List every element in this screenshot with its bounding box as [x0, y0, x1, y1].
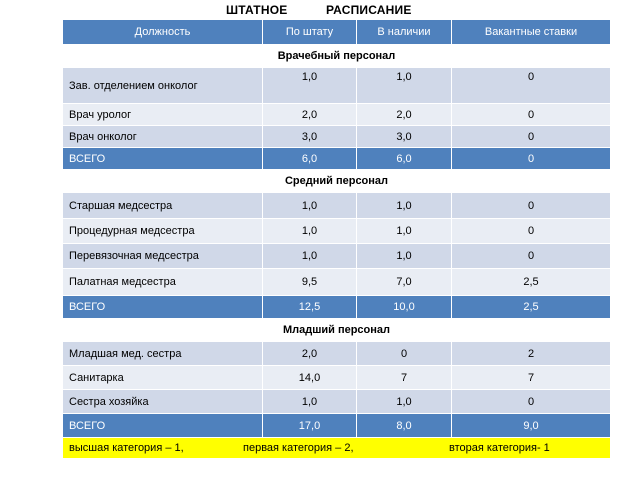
total-planned: 6,0 — [263, 148, 357, 170]
cell-available: 1,0 — [357, 390, 452, 414]
table-row — [63, 68, 611, 104]
total-planned: 17,0 — [263, 414, 357, 438]
total-label: ВСЕГО — [63, 148, 263, 170]
cell-planned: 1,0 — [263, 219, 357, 244]
table-row — [63, 193, 611, 219]
cell-vacant: 0 — [452, 193, 611, 219]
cell-position: Сестра хозяйка — [63, 390, 263, 414]
table-row — [63, 219, 611, 244]
total-available: 8,0 — [357, 414, 452, 438]
section-title: Средний персонал — [63, 170, 611, 193]
section-title: Младший персонал — [63, 319, 611, 342]
cell-planned: 3,0 — [263, 126, 357, 148]
cell-position: Врач онколог — [63, 126, 263, 148]
cell-available: 1,0 — [357, 244, 452, 269]
total-vacant: 9,0 — [452, 414, 611, 438]
section-row — [63, 45, 611, 68]
cell-vacant: 7 — [452, 366, 611, 390]
cell-planned: 1,0 — [263, 68, 357, 104]
cell-available: 0 — [357, 342, 452, 366]
title-part-2: РАСПИСАНИЕ — [326, 3, 412, 17]
cell-available: 7,0 — [357, 269, 452, 296]
section-row — [63, 170, 611, 193]
header-position: Должность — [63, 20, 263, 45]
cell-planned: 9,5 — [263, 269, 357, 296]
footer-second-category: вторая категория- 1 — [449, 442, 550, 454]
cell-planned: 1,0 — [263, 390, 357, 414]
total-vacant: 0 — [452, 148, 611, 170]
total-planned: 12,5 — [263, 296, 357, 319]
cell-planned: 2,0 — [263, 342, 357, 366]
cell-available: 2,0 — [357, 104, 452, 126]
staff-table — [62, 19, 611, 459]
footer-first-category: первая категория – 2, — [243, 442, 354, 454]
cell-position: Младшая мед. сестра — [63, 342, 263, 366]
total-row — [63, 296, 611, 319]
cell-position: Перевязочная медсестра — [63, 244, 263, 269]
cell-vacant: 0 — [452, 126, 611, 148]
table-row — [63, 104, 611, 126]
cell-vacant: 0 — [452, 219, 611, 244]
cell-vacant: 0 — [452, 244, 611, 269]
cell-vacant: 0 — [452, 68, 611, 104]
cell-position: Процедурная медсестра — [63, 219, 263, 244]
cell-planned: 1,0 — [263, 193, 357, 219]
cell-position: Врач уролог — [63, 104, 263, 126]
category-footer — [63, 438, 611, 459]
cell-available: 7 — [357, 366, 452, 390]
table-header-row — [63, 20, 611, 45]
header-planned: По штату — [263, 20, 357, 45]
cell-vacant: 0 — [452, 104, 611, 126]
total-vacant: 2,5 — [452, 296, 611, 319]
cell-planned: 2,0 — [263, 104, 357, 126]
category-footer-cell — [63, 438, 611, 459]
total-available: 6,0 — [357, 148, 452, 170]
section-title: Врачебный персонал — [63, 45, 611, 68]
section-row — [63, 319, 611, 342]
header-vacant: Вакантные ставки — [452, 20, 611, 45]
title-part-1: ШТАТНОЕ — [226, 3, 288, 17]
header-available: В наличии — [357, 20, 452, 45]
cell-vacant: 2,5 — [452, 269, 611, 296]
page-title — [0, 3, 638, 19]
total-label: ВСЕГО — [63, 296, 263, 319]
cell-available: 1,0 — [357, 193, 452, 219]
table-row — [63, 342, 611, 366]
cell-vacant: 2 — [452, 342, 611, 366]
total-available: 10,0 — [357, 296, 452, 319]
table-row — [63, 390, 611, 414]
cell-position: Санитарка — [63, 366, 263, 390]
cell-available: 3,0 — [357, 126, 452, 148]
cell-vacant: 0 — [452, 390, 611, 414]
table-row — [63, 126, 611, 148]
cell-planned: 14,0 — [263, 366, 357, 390]
cell-position: Старшая медсестра — [63, 193, 263, 219]
cell-planned: 1,0 — [263, 244, 357, 269]
total-label: ВСЕГО — [63, 414, 263, 438]
cell-position: Палатная медсестра — [63, 269, 263, 296]
footer-higher-category: высшая категория – 1, — [69, 442, 184, 454]
table-row — [63, 366, 611, 390]
table-row — [63, 244, 611, 269]
cell-available: 1,0 — [357, 219, 452, 244]
cell-available: 1,0 — [357, 68, 452, 104]
table-row — [63, 269, 611, 296]
cell-position: Зав. отделением онколог — [63, 68, 263, 104]
total-row — [63, 414, 611, 438]
total-row — [63, 148, 611, 170]
